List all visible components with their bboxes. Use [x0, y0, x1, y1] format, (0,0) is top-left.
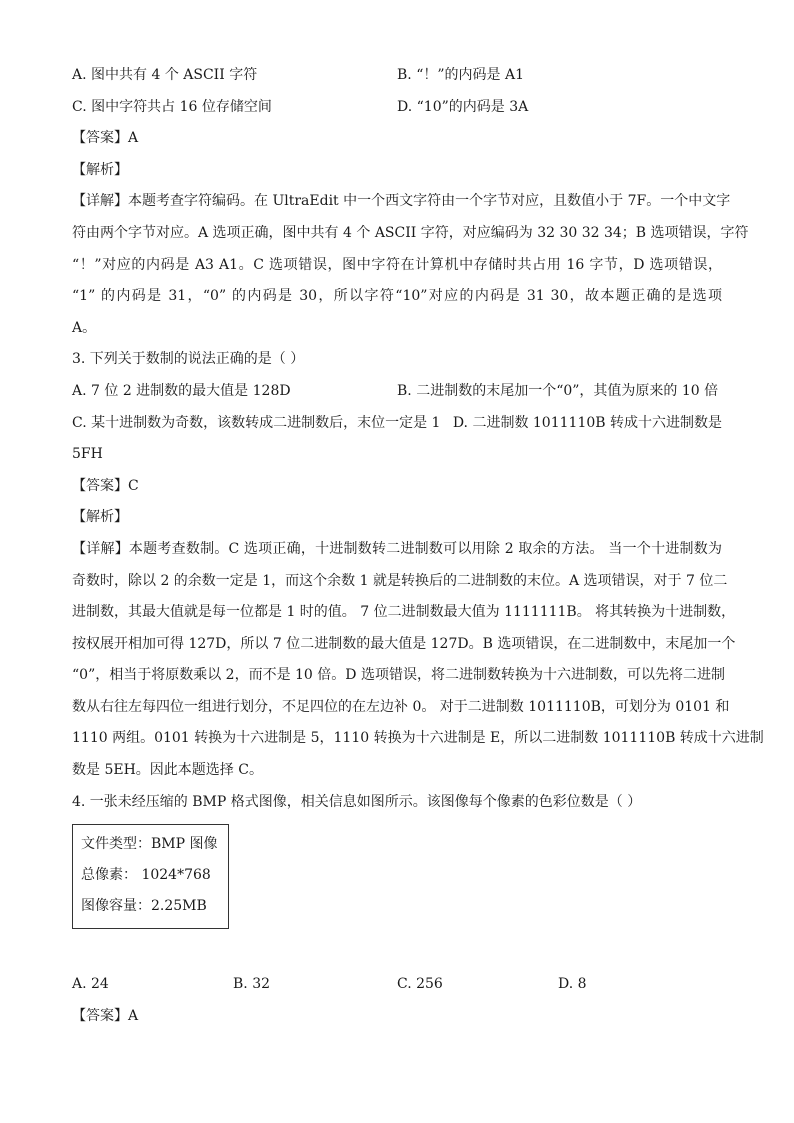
- q2-options-row-1: [72, 60, 722, 92]
- q3-option-a: A. 7 位 2 进制数的最大值是 128D: [72, 382, 291, 399]
- q3-analysis-heading: 【解析】: [72, 509, 128, 526]
- q3-stem: 3. 下列关于数制的说法正确的是（ ）: [72, 351, 305, 368]
- image-info-box: [72, 824, 229, 929]
- q3-detail-line: “0”，相当于将原数乘以 2，而不是 10 倍。D 选项错误，将二进制数转换为十六进制数，可以先将二进制: [72, 667, 725, 684]
- q2-detail-line: “！”对应的内码是 A3 A1。C 选项错误，图中字符在计算机中存储时共占用 16 字节，D 选项错误，: [72, 256, 722, 273]
- q2-option-d: D. “10”的内码是 3A: [397, 98, 529, 115]
- q3-detail-line: 【详解】本题考查数制。C 选项正确，十进制数转二进制数可以用除 2 取余的方法。 当一个十进制数为: [72, 540, 722, 557]
- info-capacity: 图像容量：2.25MB: [81, 898, 207, 915]
- q3-detail-line: 数从右往左每四位一组进行划分，不足四位的在左边补 0。 对于二进制数 1011110B，可划分为 0101 和: [72, 698, 730, 715]
- q2-detail-line: 符由两个字节对应。A 选项正确，图中共有 4 个 ASCII 字符，对应编码为 32 30 32 34；B 选项错误，字符: [72, 224, 749, 241]
- q2-options-row-2: [72, 92, 722, 124]
- q2-detail-line: 【详解】本题考查字符编码。在 UltraEdit 中一个西文字符由一个字节对应，且数值小于 7F。一个中文字: [72, 193, 731, 210]
- q4-options-row: [72, 969, 722, 1001]
- q3-option-b: B. 二进制数的末尾加一个“0”，其值为原来的 10 倍: [397, 382, 719, 399]
- q4-option-b: B. 32: [233, 976, 271, 993]
- q2-detail-line: “1” 的内码是 31，“0” 的内码是 30，所以字符“10”对应的内码是 31 30，故本题正确的是选项: [72, 288, 722, 305]
- q4-answer: 【答案】A: [72, 1007, 139, 1024]
- q3-detail-line: 数是 5EH。因此本题选择 C。: [72, 762, 263, 779]
- q4-stem: 4. 一张未经压缩的 BMP 格式图像，相关信息如图所示。该图像每个像素的色彩位数是（ ）: [72, 793, 642, 810]
- q2-option-b: B. “！”的内码是 A1: [397, 67, 524, 83]
- info-total-pixels: 总像素： 1024*768: [81, 867, 211, 884]
- info-file-type: 文件类型：BMP 图像: [81, 836, 218, 853]
- q3-options-row-2: [72, 408, 722, 440]
- q2-analysis-heading: 【解析】: [72, 161, 128, 178]
- q3-detail-line: 按权展开相加可得 127D，所以 7 位二进制数的最大值是 127D。B 选项错误，在二进制数中，末尾加一个: [72, 635, 736, 652]
- document-page: [72, 60, 764, 1032]
- q3-detail-line: 进制数，其最大值就是每一位都是 1 时的值。 7 位二进制数最大值为 1111111B。 将其转换为十进制数，: [72, 604, 736, 621]
- q2-option-a: A. 图中共有 4 个 ASCII 字符: [72, 67, 258, 83]
- q3-option-c: C. 某十进制数为奇数，该数转成二进制数后，末位一定是 1: [72, 414, 441, 431]
- q4-option-a: A. 24: [72, 976, 109, 993]
- q3-option-d-continuation: 5FH: [72, 446, 103, 463]
- q4-option-c: C. 256: [397, 976, 443, 993]
- q3-options-row-1: [72, 376, 722, 408]
- q3-option-d: D. 二进制数 1011110B 转成十六进制数是: [452, 414, 722, 431]
- q4-option-d: D. 8: [558, 976, 587, 993]
- q3-detail-line: 奇数时，除以 2 的余数一定是 1，而这个余数 1 就是转换后的二进制数的末位。A 选项错误，对于 7 位二: [72, 572, 728, 589]
- q2-detail-line: A。: [72, 319, 97, 336]
- q2-option-c: C. 图中字符共占 16 位存储空间: [72, 98, 272, 115]
- q3-answer: 【答案】C: [72, 477, 139, 494]
- q3-detail-line: 1110 两组。0101 转换为十六进制是 5，1110 转换为十六进制是 E，所以二进制数 1011110B 转成十六进制: [72, 730, 764, 747]
- spacer: [72, 929, 722, 969]
- q2-answer: 【答案】A: [72, 130, 139, 147]
